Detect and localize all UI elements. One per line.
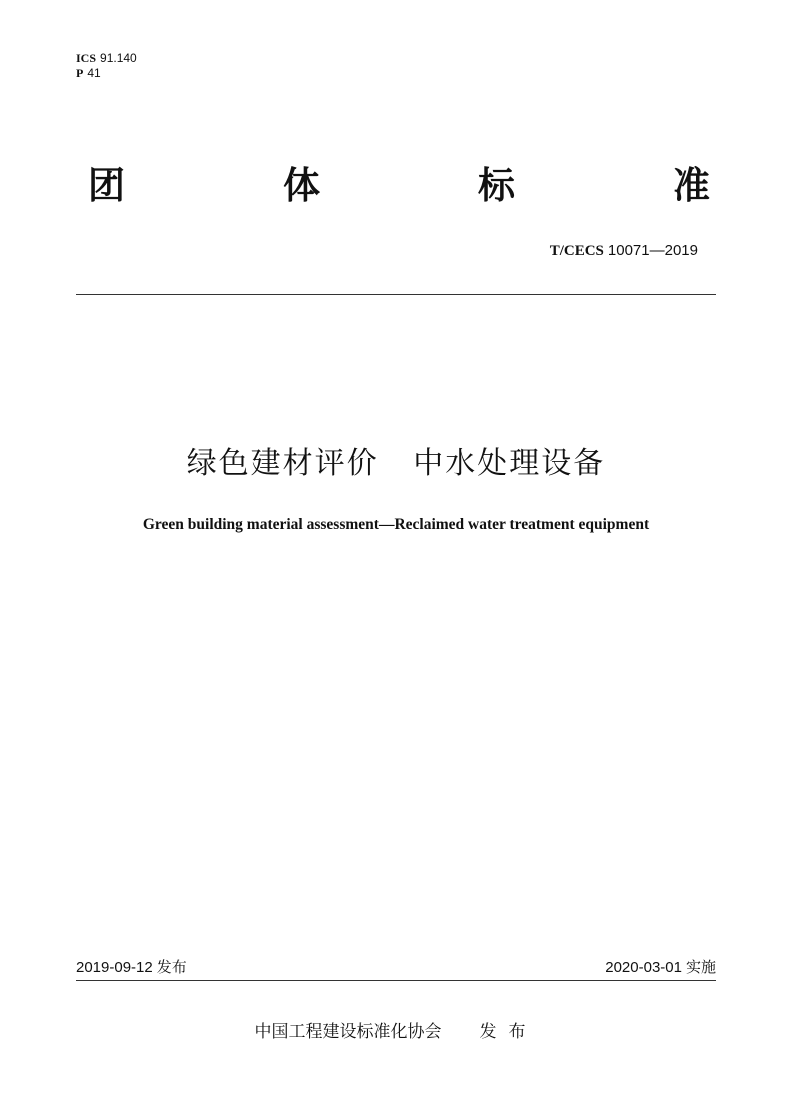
implement-date-block [605,957,716,978]
publisher-action: 发布 [479,1022,538,1042]
issue-date: 2019-09-12 [76,959,153,976]
ccs-label: P [76,66,84,80]
standard-type-char: 体 [283,164,320,207]
implement-date: 2020-03-01 [605,959,682,976]
classification-codes [76,51,137,81]
title-chinese: 绿色建材评价 中水处理设备 [186,446,606,481]
standard-type-char: 准 [673,164,710,207]
ics-code [76,51,137,66]
publisher-line [0,1020,792,1044]
ccs-value: 41 [87,66,101,80]
top-divider [76,294,716,295]
standard-number [550,240,698,261]
bottom-divider [76,980,716,981]
standard-number-code: 10071—2019 [607,242,698,259]
standard-type-heading [88,162,710,210]
standard-type-char: 标 [478,164,515,207]
ics-label: ICS [76,51,97,65]
standard-type-char: 团 [88,164,125,207]
publisher-name: 中国工程建设标准化协会 [254,1022,442,1042]
issue-label: 发布 [156,958,187,976]
ics-value: 91.140 [100,51,137,65]
standard-number-prefix: T/CECS [549,243,604,259]
ccs-code [76,66,137,81]
implement-label: 实施 [685,958,716,976]
title-english: Green building material assessment—Reclaimed water treatment equipment [142,516,650,533]
issue-date-block [76,957,187,978]
